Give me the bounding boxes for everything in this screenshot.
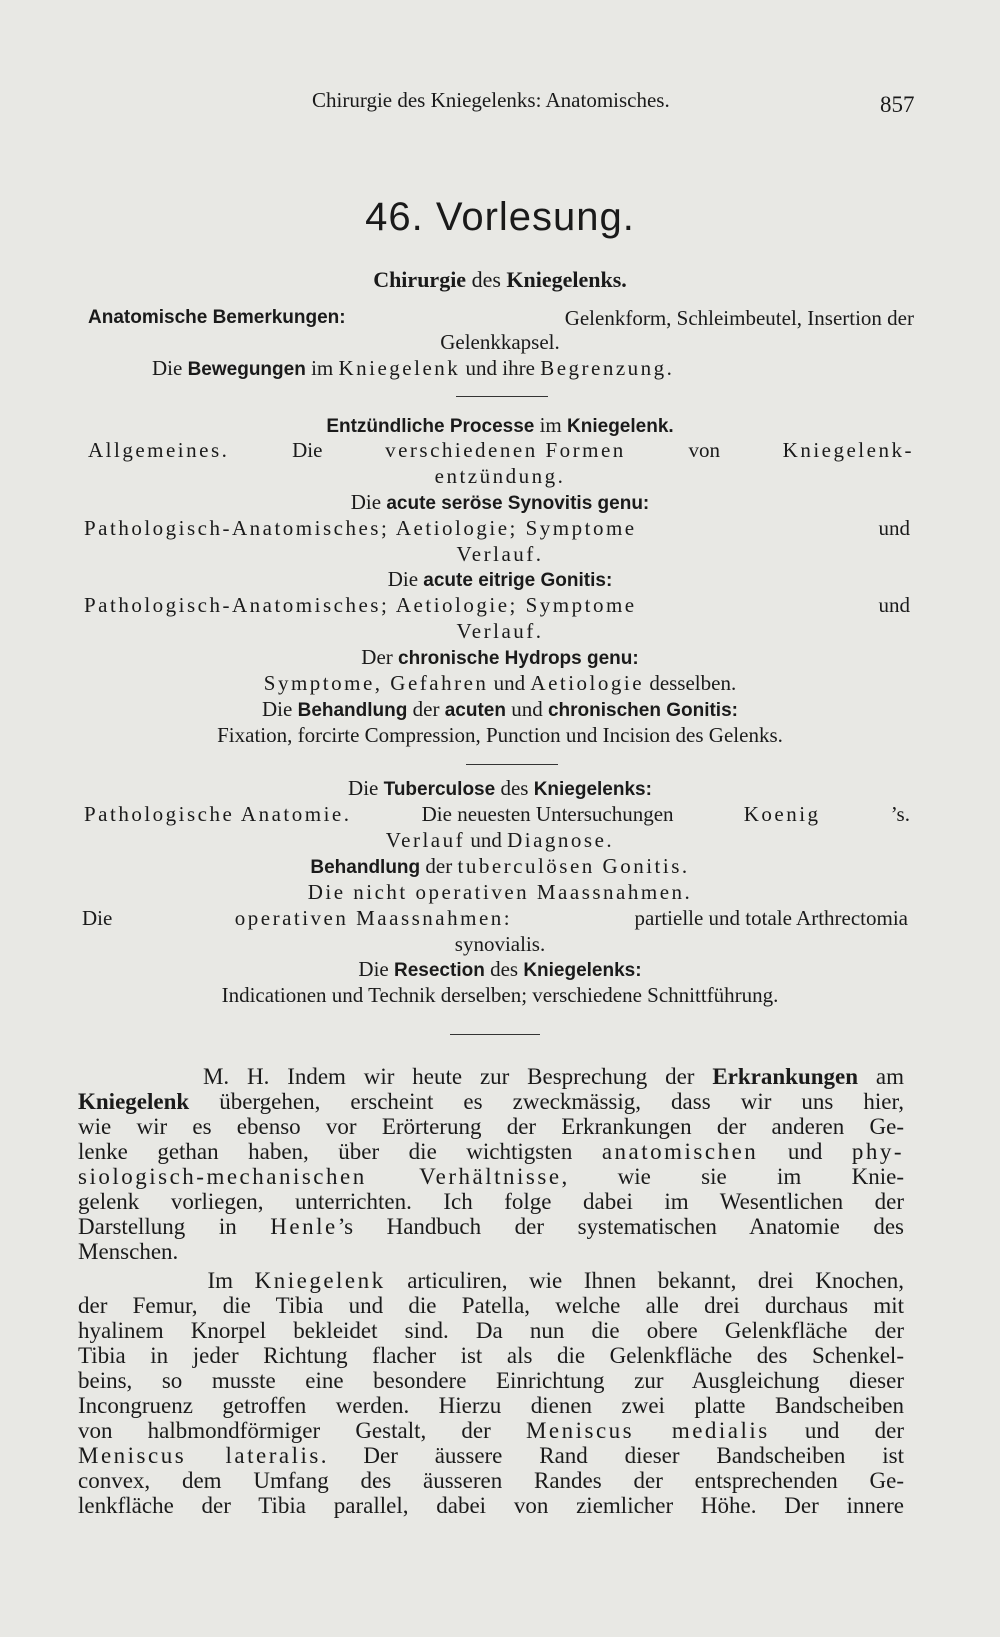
contents-text: der <box>407 697 445 721</box>
text: Im <box>207 1268 255 1293</box>
contents-text: Kniegelenk <box>338 356 461 380</box>
body-line: Incongruenz getroffen werden. Hierzu dienen zwei platte Bandscheiben <box>78 1393 904 1418</box>
text: , wie sie im Knie- <box>561 1164 905 1189</box>
text: und <box>758 1139 852 1164</box>
contents-heading: acute eitrige Gonitis: <box>423 570 613 591</box>
contents-heading: Resection <box>394 960 485 981</box>
body-line <box>78 1418 904 1443</box>
contents-line <box>0 490 1000 516</box>
contents-line <box>0 567 1000 593</box>
contents-heading: acute seröse Synovitis genu: <box>386 493 650 514</box>
contents-text: im <box>305 356 339 380</box>
contents-line: Die nicht operativen Maassnahmen. <box>307 880 693 904</box>
contents-line <box>0 957 1000 983</box>
contents-text: Diagnose. <box>507 828 615 852</box>
text: Darstellung in <box>78 1214 271 1239</box>
contents-text: Pathologisch-Anatomisches; Aetiologie; Symptome <box>84 516 637 540</box>
contents-line: entzündung. <box>434 464 566 488</box>
contents-text: im <box>534 413 568 437</box>
contents-text: und <box>465 828 508 852</box>
contents-text: Die neuesten Untersuchungen <box>421 802 674 826</box>
spaced-text: phy- <box>851 1139 904 1164</box>
text: am <box>858 1064 904 1089</box>
contents-line: Fixation, forcirte Compression, Punction und Incision des Gelenks. <box>217 723 783 747</box>
contents-line <box>0 413 1000 439</box>
body-line: wie wir es ebenso vor Erörterung der Erkrankungen der anderen Ge- <box>78 1114 904 1139</box>
running-title: Chirurgie des Kniegelenks: Anatomisches. <box>312 88 670 112</box>
contents-text: tuberculösen Gonitis. <box>457 854 690 878</box>
text: M. H. Indem wir heute zur Besprechung der <box>202 1064 713 1089</box>
divider <box>456 396 548 397</box>
contents-text: Pathologische Anatomie. <box>84 802 352 826</box>
contents-text: operativen Maassnahmen: <box>234 906 513 930</box>
contents-line <box>0 828 1000 852</box>
contents-heading: Kniegelenks: <box>533 779 652 800</box>
lecture-title: 46. Vorlesung. <box>365 195 635 239</box>
contents-text: des <box>495 776 534 800</box>
subtitle-word: Kniegelenks. <box>506 267 627 292</box>
contents-text: Pathologisch-Anatomisches; Aetiologie; Symptome <box>84 593 637 617</box>
contents-text: verschiedenen Formen <box>385 438 626 462</box>
contents-text: Die <box>387 567 424 591</box>
contents-text: Allgemeines. <box>88 438 230 462</box>
text: lenke gethan haben, über die wichtigsten <box>78 1139 602 1164</box>
spaced-text: Henle <box>270 1214 338 1239</box>
body-line: gelenk vorliegen, unterrichten. Ich folge dabei im Wesentlichen der <box>78 1189 904 1214</box>
contents-text: Koenig <box>743 802 821 826</box>
body-line: lenkfläche der Tibia parallel, dabei von ziemlicher Höhe. Der innere <box>78 1493 904 1518</box>
contents-text: der <box>420 854 458 878</box>
contents-text: und ihre <box>460 356 541 380</box>
body-line: convex, dem Umfang des äusseren Randes der entsprechenden Ge- <box>78 1468 904 1493</box>
body-line <box>78 1443 904 1468</box>
body-line: der Femur, die Tibia und die Patella, welche alle drei durchaus mit <box>78 1293 904 1318</box>
contents-text: partielle und totale Arthrectomia <box>634 906 908 930</box>
contents-text: Verlauf <box>385 828 466 852</box>
contents-text: desselben. <box>644 671 737 695</box>
contents-line <box>82 906 908 930</box>
contents-text: Gelenkform, Schleimbeutel, Insertion der <box>564 306 914 330</box>
contents-line <box>84 593 910 617</box>
text: und der <box>769 1418 904 1443</box>
contents-text: Die <box>152 356 188 380</box>
contents-line <box>88 306 914 330</box>
contents-line <box>0 645 1000 671</box>
text: ’s Handbuch der systematischen Anatomie des <box>337 1214 905 1239</box>
contents-heading: Tuberculose <box>383 779 496 800</box>
body-line <box>78 1139 904 1164</box>
spaced-text: anatomischen <box>601 1139 759 1164</box>
contents-text: Die <box>82 906 113 930</box>
contents-text: Die <box>358 957 394 981</box>
contents-text: und <box>878 593 910 617</box>
body-line <box>78 1064 904 1089</box>
contents-text: und <box>505 697 548 721</box>
text: übergehen, erscheint es zweckmässig, dass wir uns hier, <box>189 1089 904 1114</box>
spaced-text: Meniscus lateralis <box>78 1443 321 1468</box>
text: . Der äussere Rand dieser Bandscheiben ist <box>320 1443 904 1468</box>
contents-line <box>84 802 910 826</box>
contents-line <box>88 438 914 462</box>
divider <box>466 764 558 765</box>
emphasis: Kniegelenk <box>78 1089 190 1114</box>
contents-text: Kniegelenk- <box>782 438 914 462</box>
body-line: Menschen. <box>78 1239 179 1264</box>
body-line: hyalinem Knorpel bekleidet sind. Da nun die obere Gelenkfläche der <box>78 1318 904 1343</box>
contents-line: Verlauf. <box>456 542 544 566</box>
subtitle-word: Chirurgie <box>373 267 467 292</box>
spaced-text: Meniscus medialis <box>525 1418 770 1443</box>
contents-heading: Behandlung <box>310 857 421 878</box>
contents-text: Die <box>348 776 384 800</box>
contents-line <box>0 854 1000 880</box>
contents-text: Die <box>350 490 387 514</box>
contents-text: Symptome, Gefahren <box>263 671 489 695</box>
body-line: Tibia in jeder Richtung flacher ist als die Gelenkfläche des Schenkel- <box>78 1343 904 1368</box>
contents-heading: Bewegungen <box>187 359 306 380</box>
contents-heading: Behandlung <box>297 700 408 721</box>
contents-text: und <box>488 671 531 695</box>
body-line <box>78 1164 904 1189</box>
contents-text: des <box>484 957 524 981</box>
contents-line: Indicationen und Technik derselben; verschiedene Schnittführung. <box>221 983 779 1007</box>
contents-line: Gelenkkapsel. <box>440 330 560 354</box>
contents-line <box>0 671 1000 695</box>
contents-line <box>152 356 674 382</box>
contents-heading: Entzündliche Processe <box>326 416 535 437</box>
contents-text: Aetiologie <box>530 671 645 695</box>
emphasis: Erkrankungen <box>712 1064 859 1089</box>
contents-line: Verlauf. <box>456 619 544 643</box>
spaced-text: siologisch-mechanischen Verhältnisse <box>78 1164 562 1189</box>
contents-line <box>0 697 1000 723</box>
spaced-text: Kniegelenk <box>254 1268 386 1293</box>
contents-heading: Kniegelenks: <box>523 960 642 981</box>
contents-line <box>0 776 1000 802</box>
subtitle-word: des <box>466 267 507 292</box>
contents-text: ’s. <box>890 802 910 826</box>
contents-text: Die <box>262 697 298 721</box>
contents-text: von <box>688 438 720 462</box>
text: articuliren, wie Ihnen bekannt, drei Knochen, <box>385 1268 905 1293</box>
chapter-subtitle <box>0 268 1000 292</box>
contents-text: und <box>878 516 910 540</box>
text: von halbmondförmiger Gestalt, der <box>78 1418 526 1443</box>
contents-text: Der <box>361 645 399 669</box>
body-line <box>78 1268 904 1293</box>
contents-text: Begrenzung. <box>540 356 675 380</box>
contents-heading: Anatomische Bemerkungen: <box>88 307 346 328</box>
contents-heading: acuten <box>444 700 506 721</box>
contents-line <box>84 516 910 540</box>
contents-heading: chronischen Gonitis: <box>547 700 738 721</box>
body-line <box>78 1089 904 1114</box>
contents-text: Die <box>292 438 323 462</box>
page-number: 857 <box>880 92 915 117</box>
contents-heading: chronische Hydrops genu: <box>398 648 639 669</box>
divider <box>450 1034 540 1035</box>
body-line <box>78 1214 904 1239</box>
body-line: beins, so musste eine besondere Einrichtung zur Ausgleichung dieser <box>78 1368 904 1393</box>
contents-heading: Kniegelenk. <box>567 416 674 437</box>
contents-line: synovialis. <box>454 932 546 956</box>
